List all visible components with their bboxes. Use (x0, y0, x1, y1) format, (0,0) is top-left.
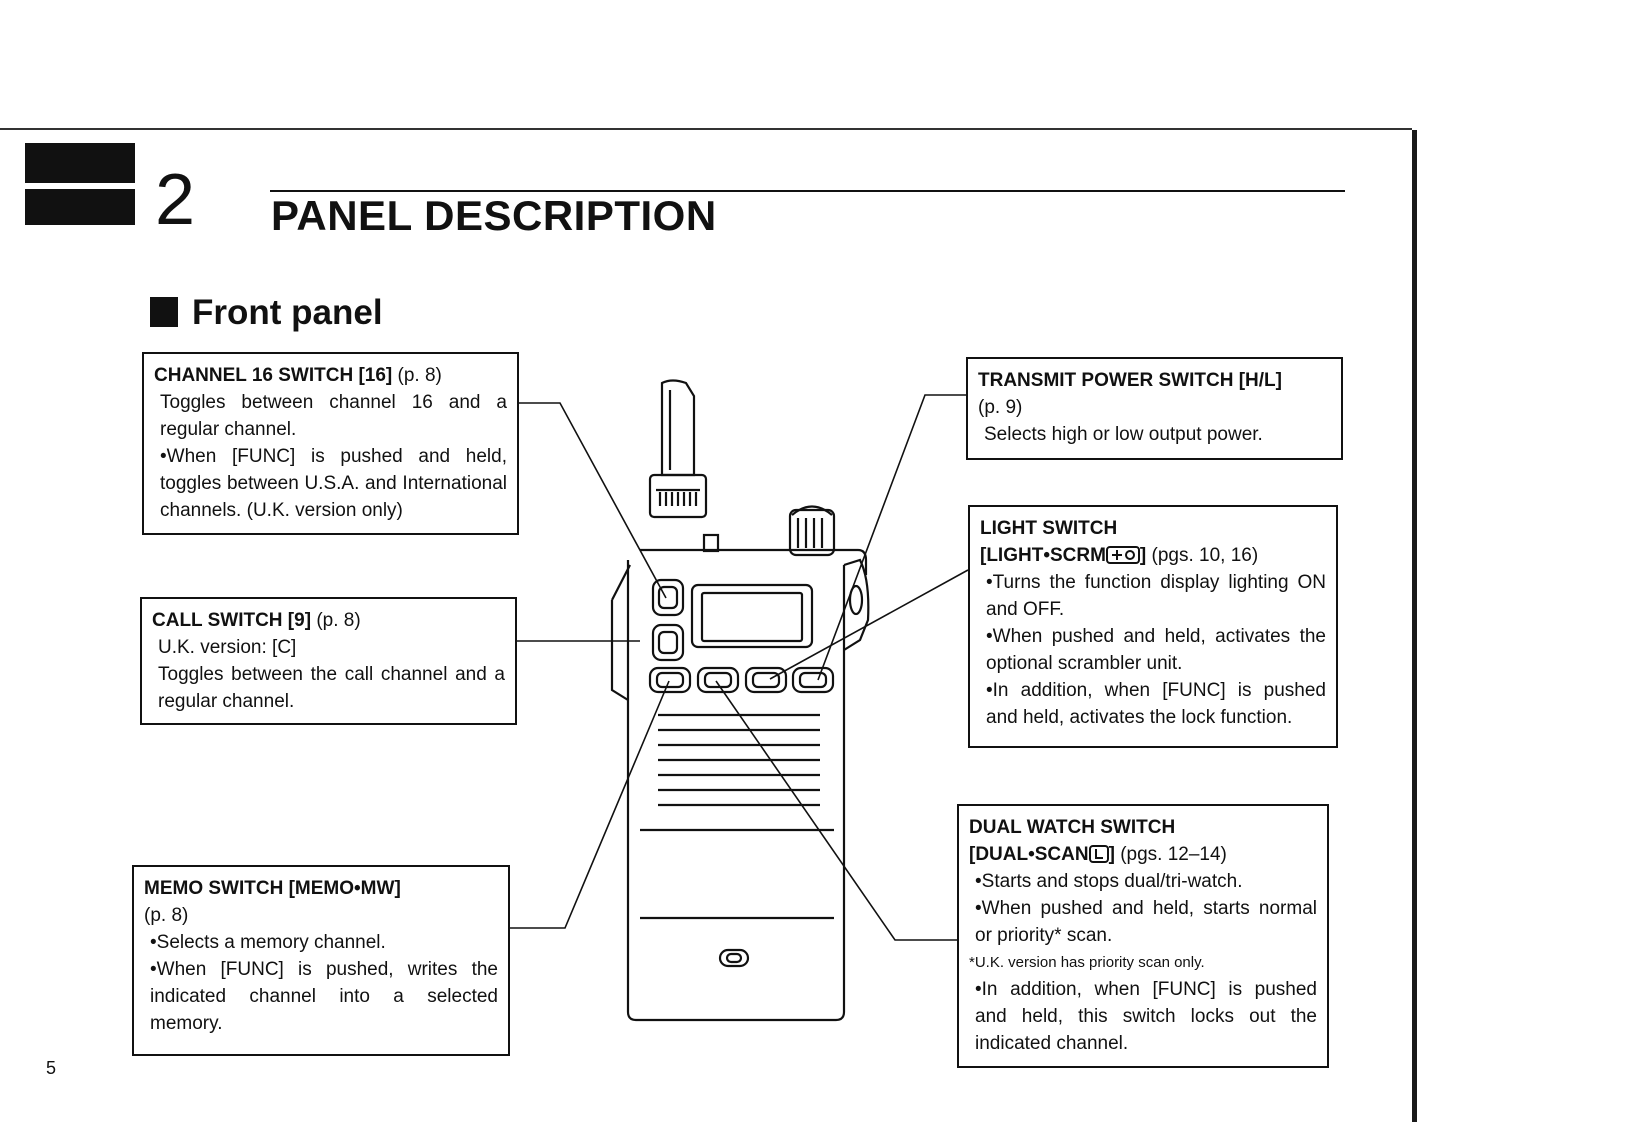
scan-L-icon (1089, 845, 1109, 863)
transmit-title: TRANSMIT POWER SWITCH [H/L] (978, 370, 1282, 391)
light-title2-end: ] (1139, 545, 1147, 566)
memo-ref: (p. 8) (144, 905, 189, 926)
call-title: CALL SWITCH [9] (152, 610, 312, 631)
leader-lines (510, 395, 968, 940)
callout-light (968, 505, 1338, 748)
light-bullet-2: •When pushed and held, activates the optional scrambler unit. (986, 626, 1326, 674)
dual-title2: [DUAL•SCAN (969, 844, 1089, 865)
light-title: LIGHT SWITCH (980, 518, 1118, 539)
channel16-ref: (p. 8) (397, 365, 442, 386)
dual-title2-end: ] (1108, 844, 1115, 865)
callout-transmit (966, 357, 1343, 460)
call-ref: (p. 8) (316, 610, 361, 631)
memo-title: MEMO SWITCH [MEMO•MW] (144, 878, 401, 899)
chapter-number: 2 (155, 160, 196, 240)
callout-dual (957, 804, 1329, 1068)
light-bullet-1: •Turns the function display lighting ON and OFF. (986, 572, 1326, 620)
callout-memo (132, 865, 510, 1056)
call-desc: Toggles between the call channel and a regular channel. (158, 664, 505, 712)
dual-ref: (pgs. 12–14) (1120, 844, 1227, 865)
scrambler-key-icon (1106, 546, 1140, 564)
chapter-title: PANEL DESCRIPTION (271, 192, 717, 239)
memo-bullet-1: •Selects a memory channel. (150, 932, 386, 953)
memo-bullet-2: •When [FUNC] is pushed, writes the indicated channel into a selected memory. (150, 959, 498, 1034)
channel16-desc: Toggles between channel 16 and a regular channel. (160, 392, 507, 440)
callout-call (140, 597, 517, 725)
dual-bullet-1: •Starts and stops dual/tri-watch. (975, 871, 1243, 892)
light-ref: (pgs. 10, 16) (1151, 545, 1259, 566)
section-title: Front panel (192, 293, 383, 332)
dual-title: DUAL WATCH SWITCH (969, 817, 1176, 838)
channel16-bullet: •When [FUNC] is pushed and held, toggles between U.S.A. and International channels. (U.K. version only) (160, 446, 507, 521)
dual-bullet-2: •When pushed and held, starts normal or priority* scan. (975, 898, 1317, 946)
callout-channel16 (142, 352, 519, 535)
channel16-title: CHANNEL 16 SWITCH [16] (154, 365, 393, 386)
dual-note: *U.K. version has priority scan only. (969, 954, 1205, 971)
dual-bullet-3: •In addition, when [FUNC] is pushed and held, this switch locks out the indicated channel. (975, 979, 1317, 1054)
light-title2: [LIGHT•SCRM (980, 545, 1106, 566)
antenna-icon (662, 381, 694, 476)
page-number: 5 (46, 1058, 57, 1078)
transmit-ref: (p. 9) (978, 397, 1023, 418)
transmit-desc: Selects high or low output power. (984, 424, 1263, 445)
light-bullet-3: •In addition, when [FUNC] is pushed and held, activates the lock function. (986, 680, 1326, 728)
call-uk-version: U.K. version: [C] (158, 637, 297, 658)
